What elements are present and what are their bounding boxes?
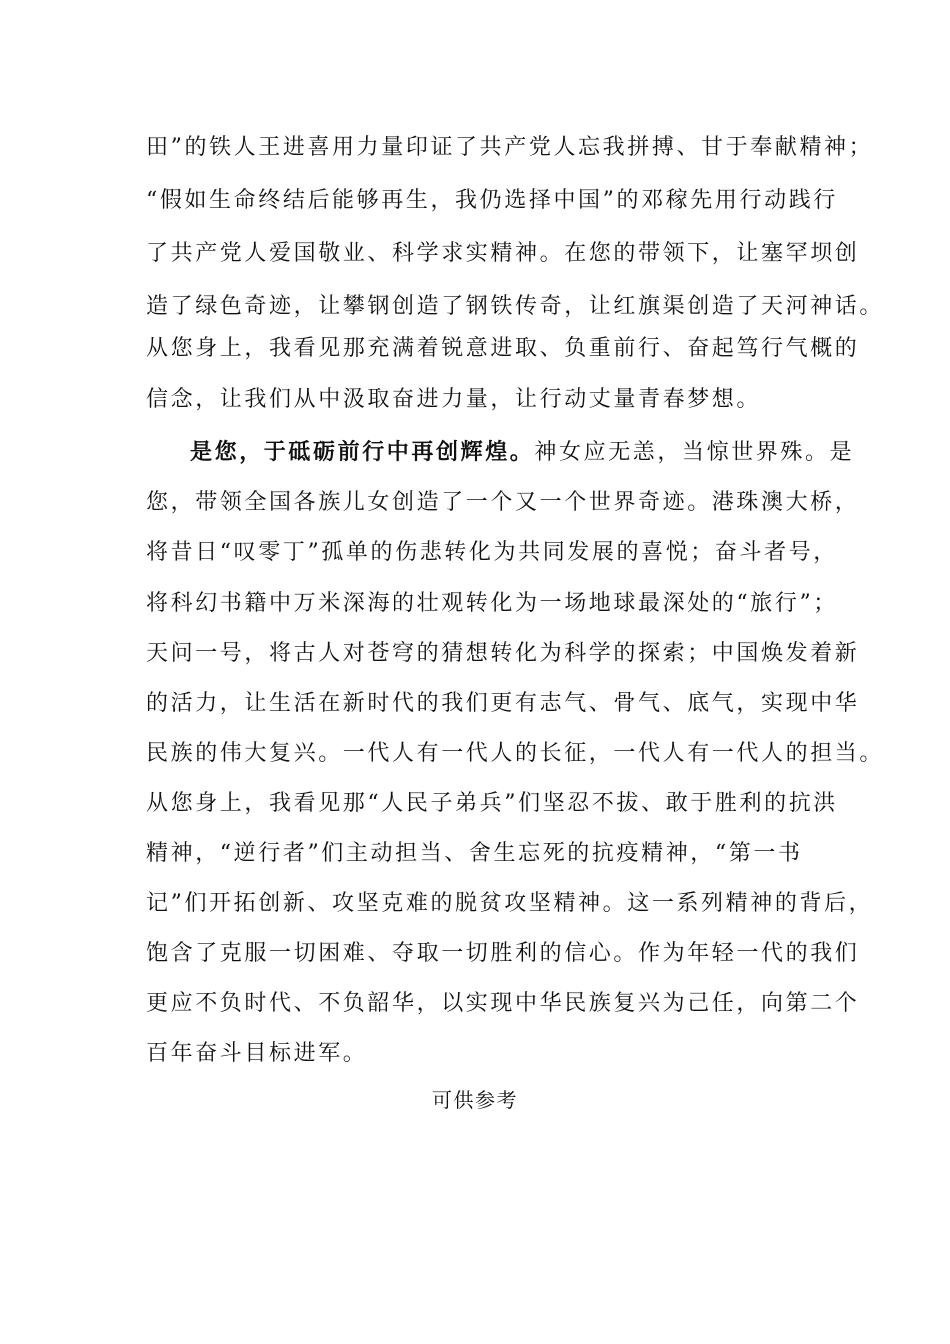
paragraph-2-line-11: 饱含了克服一切困难、夺取一切胜利的信心。作为年轻一代的我们 [146,941,860,966]
paragraph-2-line-4: 将科幻书籍中万米深海的壮观转化为一场地球最深处的“旅行”； [146,591,838,616]
paragraph-2-line-7: 民族的伟大复兴。一代人有一代人的长征，一代人有一代人的担当。 [146,741,885,766]
paragraph-2-line-12: 更应不负时代、不负韶华，以实现中华民族复兴为己任，向第二个 [146,991,860,1016]
paragraph-2-first-line [190,436,855,469]
paragraph-2-line-5: 天问一号，将古人对苍穹的猜想转化为科学的探索；中国焕发着新 [146,641,860,666]
paragraph-2-first-line-rest: 神女应无恙，当惊世界殊。是 [534,440,855,465]
paragraph-2-line-3: 将昔日“叹零丁”孤单的伤悲转化为共同发展的喜悦；奋斗者号， [146,540,838,565]
paragraph-1-line-3: 了共产党人爱国敬业、科学求实精神。在您的带领下，让塞罕坝创 [146,241,860,266]
paragraph-1-line-6: 信念，让我们从中汲取奋进力量，让行动丈量青春梦想。 [146,387,762,412]
paragraph-1-line-2: “假如生命终结后能够再生，我仍选择中国”的邓稼先用行动践行 [146,188,838,213]
paragraph-2-line-9: 精神，“逆行者”们主动担当、舍生忘死的抗疫精神，“第一书 [146,841,803,866]
paragraph-2-line-10: 记”们开拓创新、攻坚克难的脱贫攻坚精神。这一系列精神的背后， [146,891,874,916]
paragraph-2-heading: 是您，于砥砺前行中再创辉煌。 [190,439,535,465]
paragraph-2-line-13: 百年奋斗目标进军。 [146,1041,368,1066]
paragraph-2-line-6: 的活力，让生活在新时代的我们更有志气、骨气、底气，实现中华 [146,691,860,716]
paragraph-2-line-2: 您，带领全国各族儿女创造了一个又一个世界奇迹。港珠澳大桥， [146,490,860,515]
paragraph-1-line-4: 造了绿色奇迹，让攀钢创造了钢铁传奇，让红旗渠创造了天河神话。 [146,294,885,319]
paragraph-1-line-1: 田”的铁人王进喜用力量印证了共产党人忘我拼搏、甘于奉献精神； [146,135,874,160]
paragraph-2-line-8: 从您身上，我看见那“人民子弟兵”们坚忍不拔、敢于胜利的抗洪 [146,791,838,816]
footer-note: 可供参考 [432,1088,518,1112]
paragraph-1-line-5: 从您身上，我看见那充满着锐意进取、负重前行、奋起笃行气概的 [146,336,860,361]
